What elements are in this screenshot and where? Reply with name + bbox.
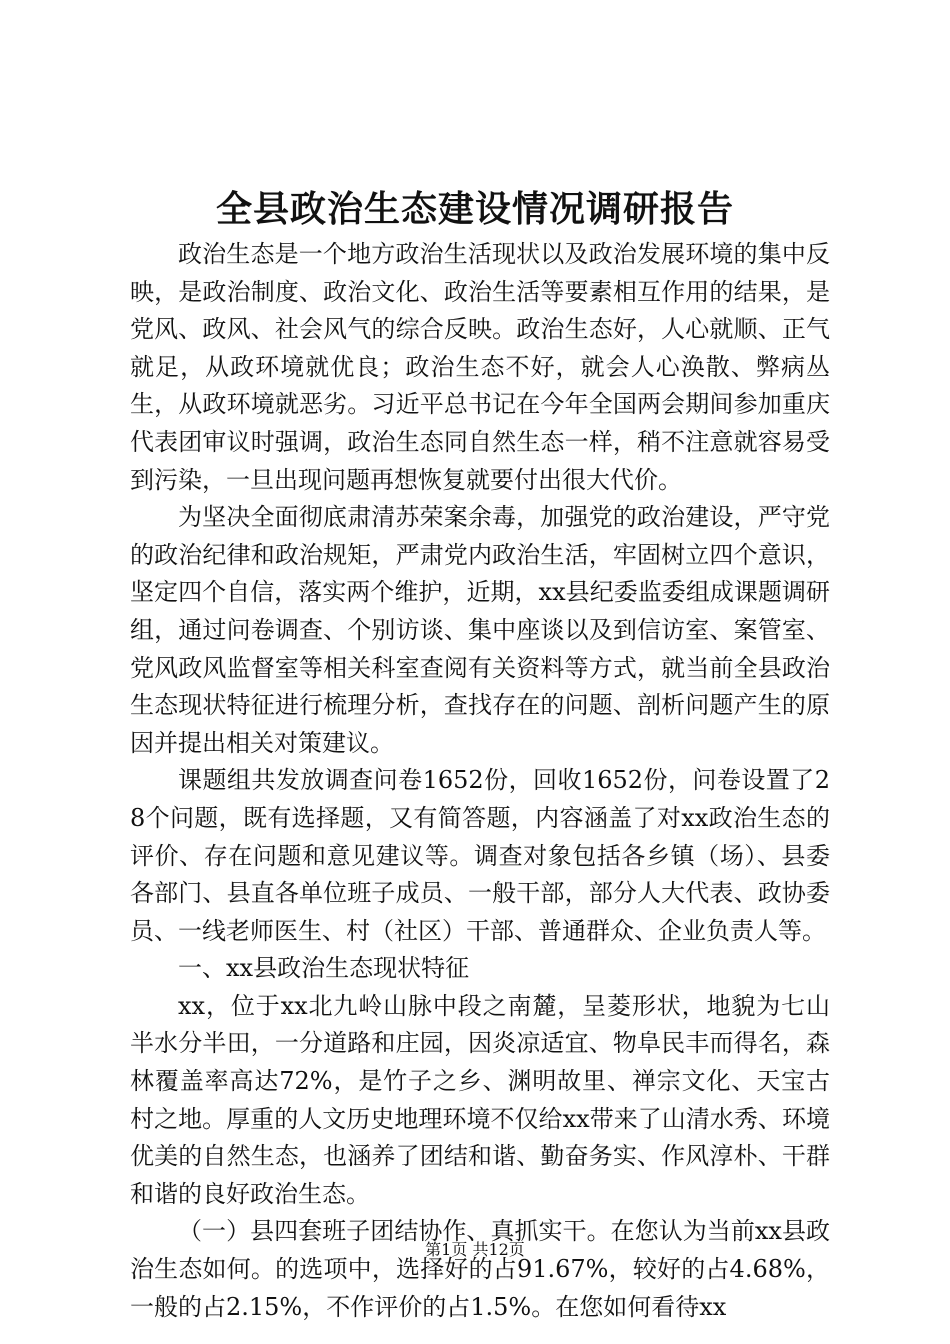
paragraph-survey: 课题组共发放调查问卷1652份，回收1652份，问卷设置了28个问题，既有选择题，又有简答题，内容涵盖了对xx政治生态的评价、存在问题和意见建议等。调查对象包括各乡镇（场）、县委各部门、县直各单位班子成员、一般干部，部分人大代表、政协委员、一线老师医生、村（社区）干部、普通群众、企业负责人等。	[130, 766, 830, 945]
document-body	[130, 236, 830, 1326]
paragraph-subsection-1: （一）县四套班子团结协作、真抓实干。在您认为当前xx县政治生态如何。的选项中，选择好的占91.67%，较好的占4.68%，一般的占2.15%，不作评价的占1.5%。在您如何看待xx	[130, 1217, 830, 1321]
section-heading-1: 一、xx县政治生态现状特征	[178, 954, 470, 983]
paragraph-intro: 政治生态是一个地方政治生活现状以及政治发展环境的集中反映，是政治制度、政治文化、政治生活等要素相互作用的结果，是党风、政风、社会风气的综合反映。政治生态好，人心就顺、正气就足，从政环境就优良；政治生态不好，就会人心涣散、弊病丛生，从政环境就恶劣。习近平总书记在今年全国两会期间参加重庆代表团审议时强调，政治生态同自然生态一样，稍不注意就容易受到污染，一旦出现问题再想恢复就要付出很大代价。	[130, 240, 830, 494]
paragraph-purpose: 为坚决全面彻底肃清苏荣案余毒，加强党的政治建设，严守党的政治纪律和政治规矩，严肃党内政治生活，牢固树立四个意识，坚定四个自信，落实两个维护，近期，xx县纪委监委组成课题调研组，通过问卷调查、个别访谈、集中座谈以及到信访室、案管室、党风政风监督室等相关科室查阅有关资料等方式，就当前全县政治生态现状特征进行梳理分析，查找存在的问题、剖析问题产生的原因并提出相关对策建议。	[130, 503, 830, 757]
page-number-footer: 第1页 共12页	[425, 1240, 525, 1259]
paragraph-county-overview: xx，位于xx北九岭山脉中段之南麓，呈菱形状，地貌为七山半水分半田，一分道路和庄园，因炎凉适宜、物阜民丰而得名，森林覆盖率高达72%，是竹子之乡、渊明故里、禅宗文化、天宝古村之地。厚重的人文历史地理环境不仅给xx带来了山清水秀、环境优美的自然生态，也涵养了团结和谐、勤奋务实、作风淳朴、干群和谐的良好政治生态。	[130, 991, 830, 1208]
document-title: 全县政治生态建设情况调研报告	[215, 188, 734, 230]
